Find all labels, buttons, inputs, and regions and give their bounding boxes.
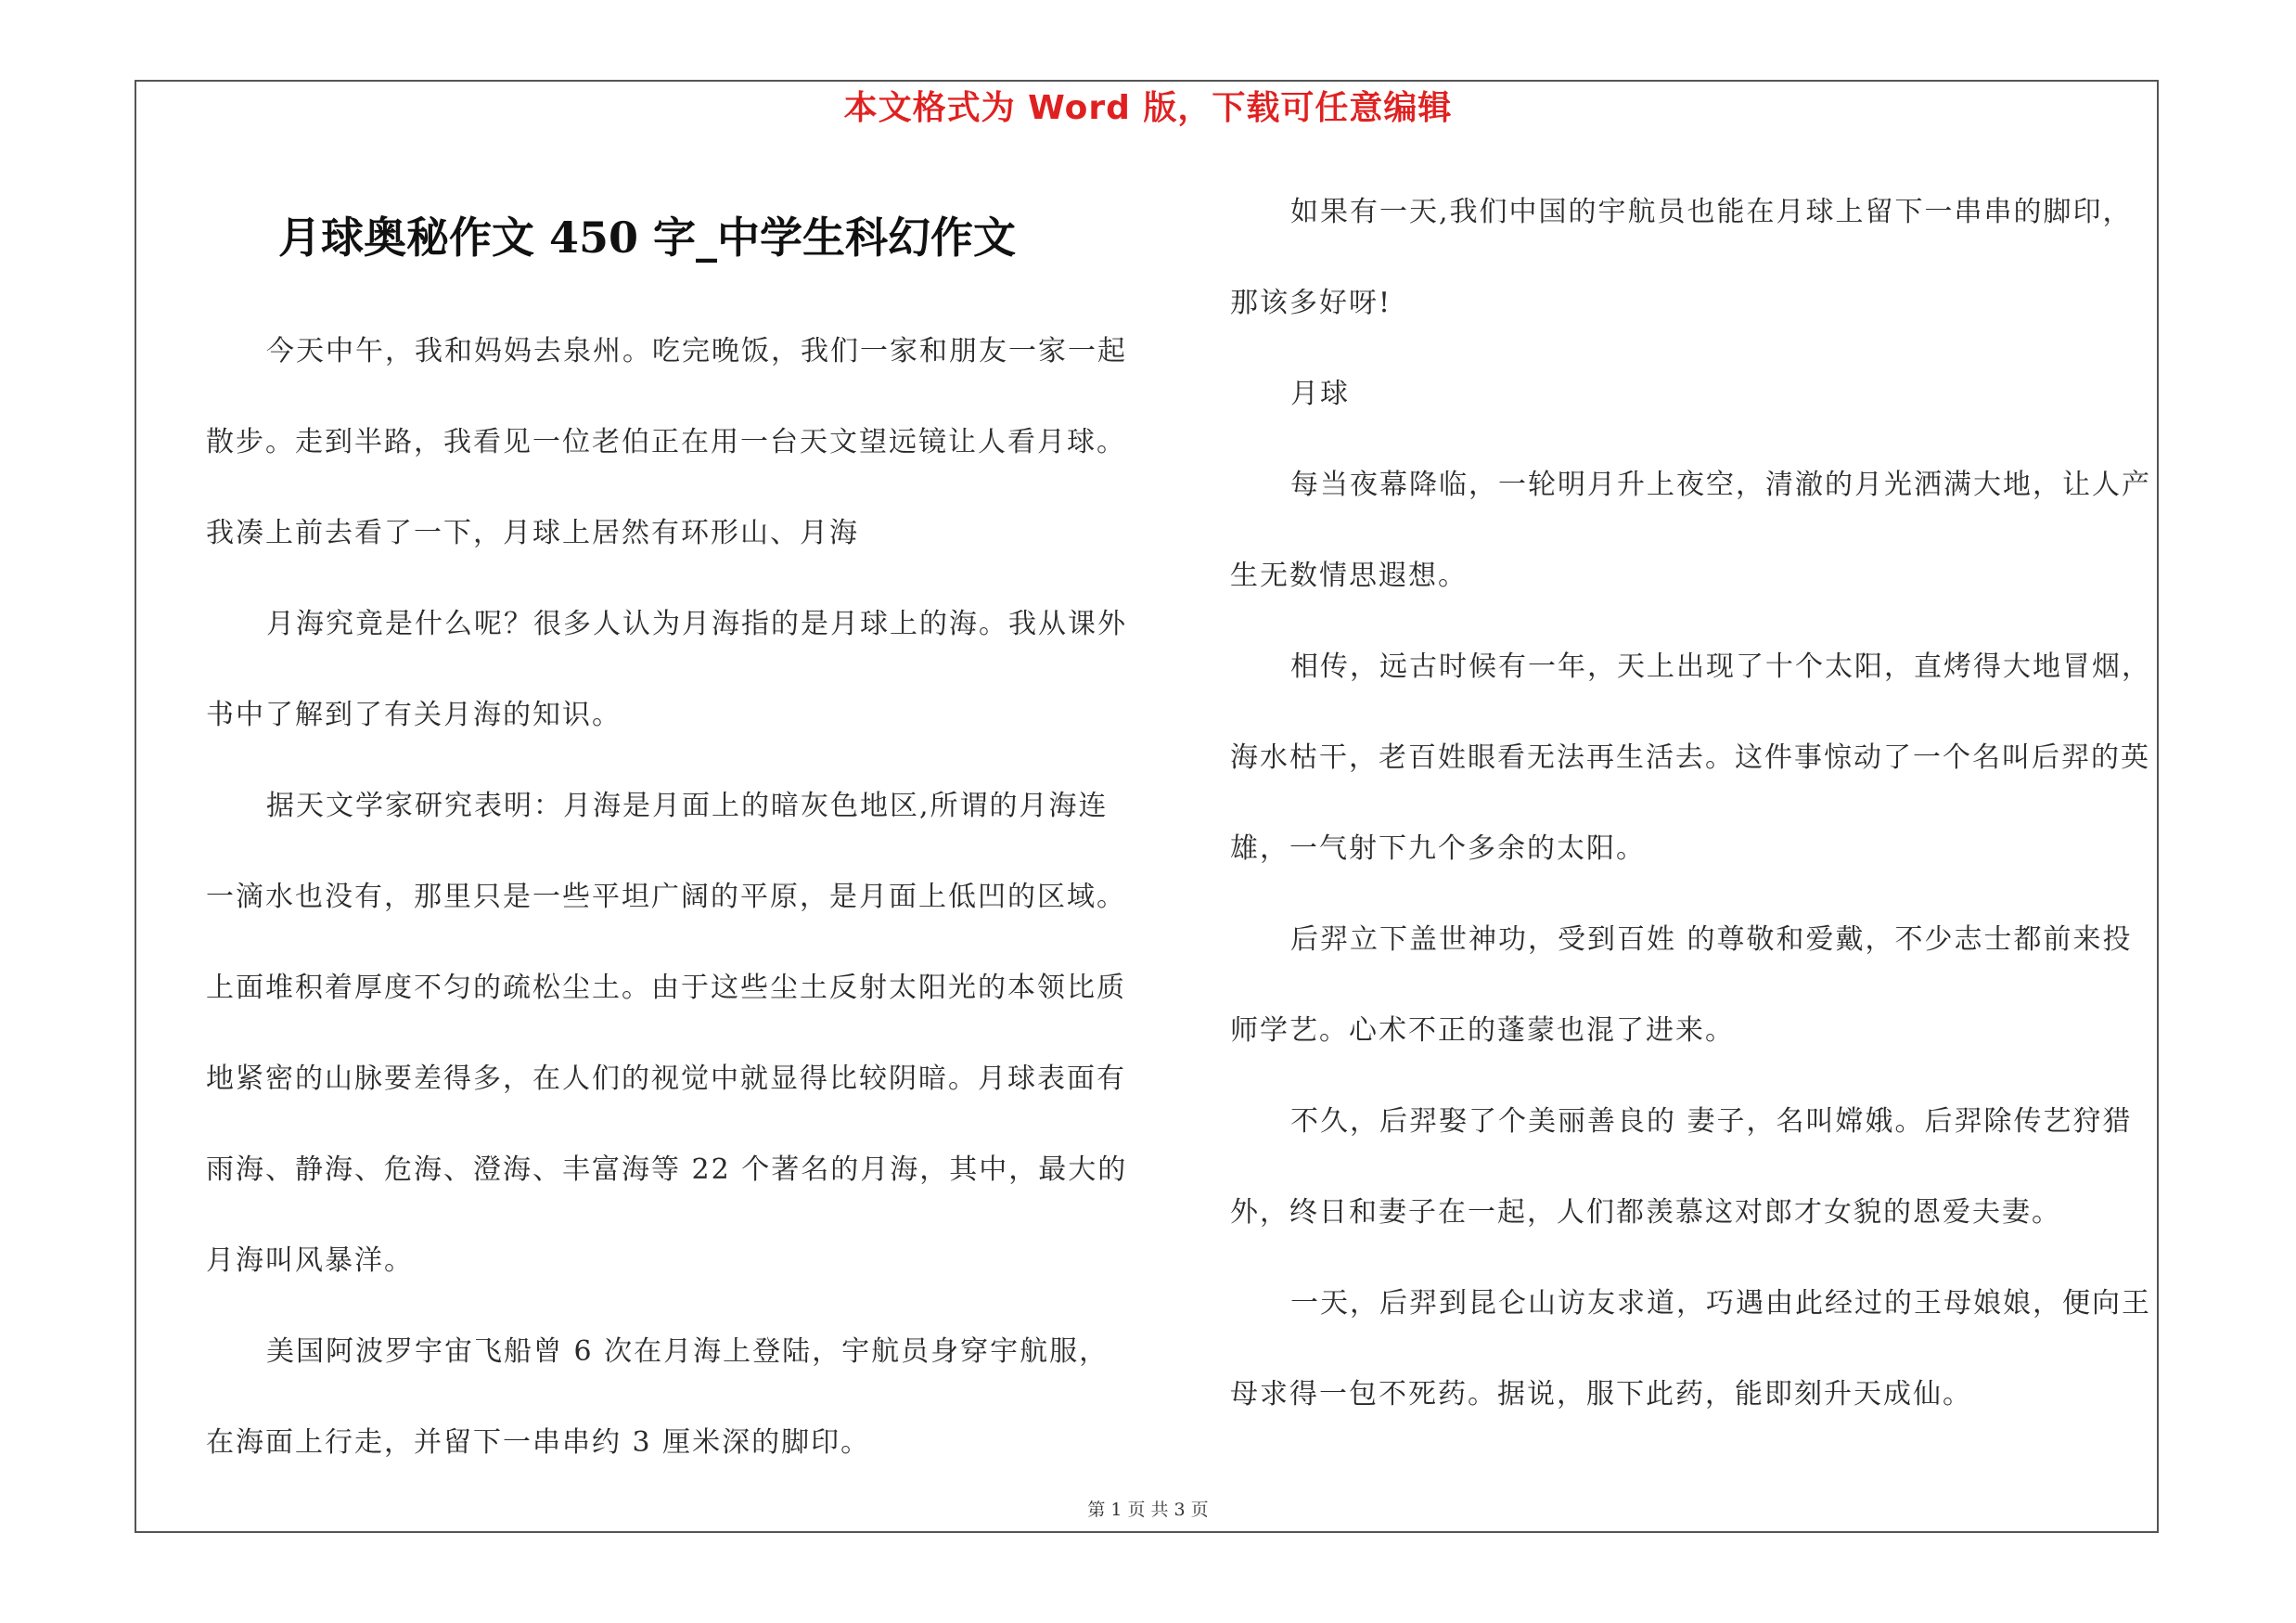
paragraph: 据天文学家研究表明：月海是月面上的暗灰色地区,所谓的月海连一滴水也没有，那里只是一些平坦广阔的平原，是月面上低凹的区域。上面堆积着厚度不匀的疏松尘土。由于这些尘土反射太阳光的本领比质地紧密的山脉要差得多，在人们的视觉中就显得比较阴暗。月球表面有雨海、静海、危海、澄海、丰富海等 22 个著名的月海，其中，最大的月海叫风暴洋。 bbox=[206, 790, 1128, 1277]
paragraph: 月海究竟是什么呢？很多人认为月海指的是月球上的海。我从课外书中了解到了有关月海的知识。 bbox=[206, 608, 1127, 731]
paragraph: 每当夜幕降临，一轮明月升上夜空，清澈的月光洒满大地，让人产生无数情思遐想。 bbox=[1230, 469, 2151, 592]
word-format-banner: 本文格式为 Word 版，下载可任意编辑 bbox=[843, 89, 1453, 127]
document-title: 月球奥秘作文 450 字_中学生科幻作文 bbox=[278, 213, 1017, 263]
left-column bbox=[206, 306, 1134, 1488]
section-heading: 月球 bbox=[1290, 378, 1350, 410]
right-column bbox=[1230, 167, 2158, 1440]
paragraph: 不久，后羿娶了个美丽善良的 妻子，名叫嫦娥。后羿除传艺狩猎外，终日和妻子在一起，人们都羡慕这对郎才女貌的恩爱夫妻。 bbox=[1230, 1105, 2133, 1229]
paragraph: 如果有一天,我们中国的宇航员也能在月球上留下一串串的脚印，那该多好呀! bbox=[1230, 196, 2133, 319]
paragraph: 今天中午，我和妈妈去泉州。吃完晚饭，我们一家和朋友一家一起散步。走到半路，我看见一位老伯正在用一台天文望远镜让人看月球。我凑上前去看了一下，月球上居然有环形山、月海 bbox=[206, 335, 1127, 549]
page-number: 第 1 页 共 3 页 bbox=[1087, 1500, 1209, 1520]
paragraph: 一天，后羿到昆仑山访友求道，巧遇由此经过的王母娘娘，便向王母求得一包不死药。据说，服下此药，能即刻升天成仙。 bbox=[1230, 1287, 2151, 1410]
paragraph: 相传，远古时候有一年，天上出现了十个太阳，直烤得大地冒烟，海水枯干，老百姓眼看无法再生活去。这件事惊动了一个名叫后羿的英雄，一气射下九个多余的太阳。 bbox=[1230, 650, 2151, 865]
paragraph: 后羿立下盖世神功，受到百姓 的尊敬和爱戴，不少志士都前来投师学艺。心术不正的蓬蒙也混了进来。 bbox=[1230, 923, 2133, 1047]
paragraph: 美国阿波罗宇宙飞船曾 6 次在月海上登陆，宇航员身穿宇航服，在海面上行走，并留下一串串约 3 厘米深的脚印。 bbox=[206, 1335, 1110, 1459]
